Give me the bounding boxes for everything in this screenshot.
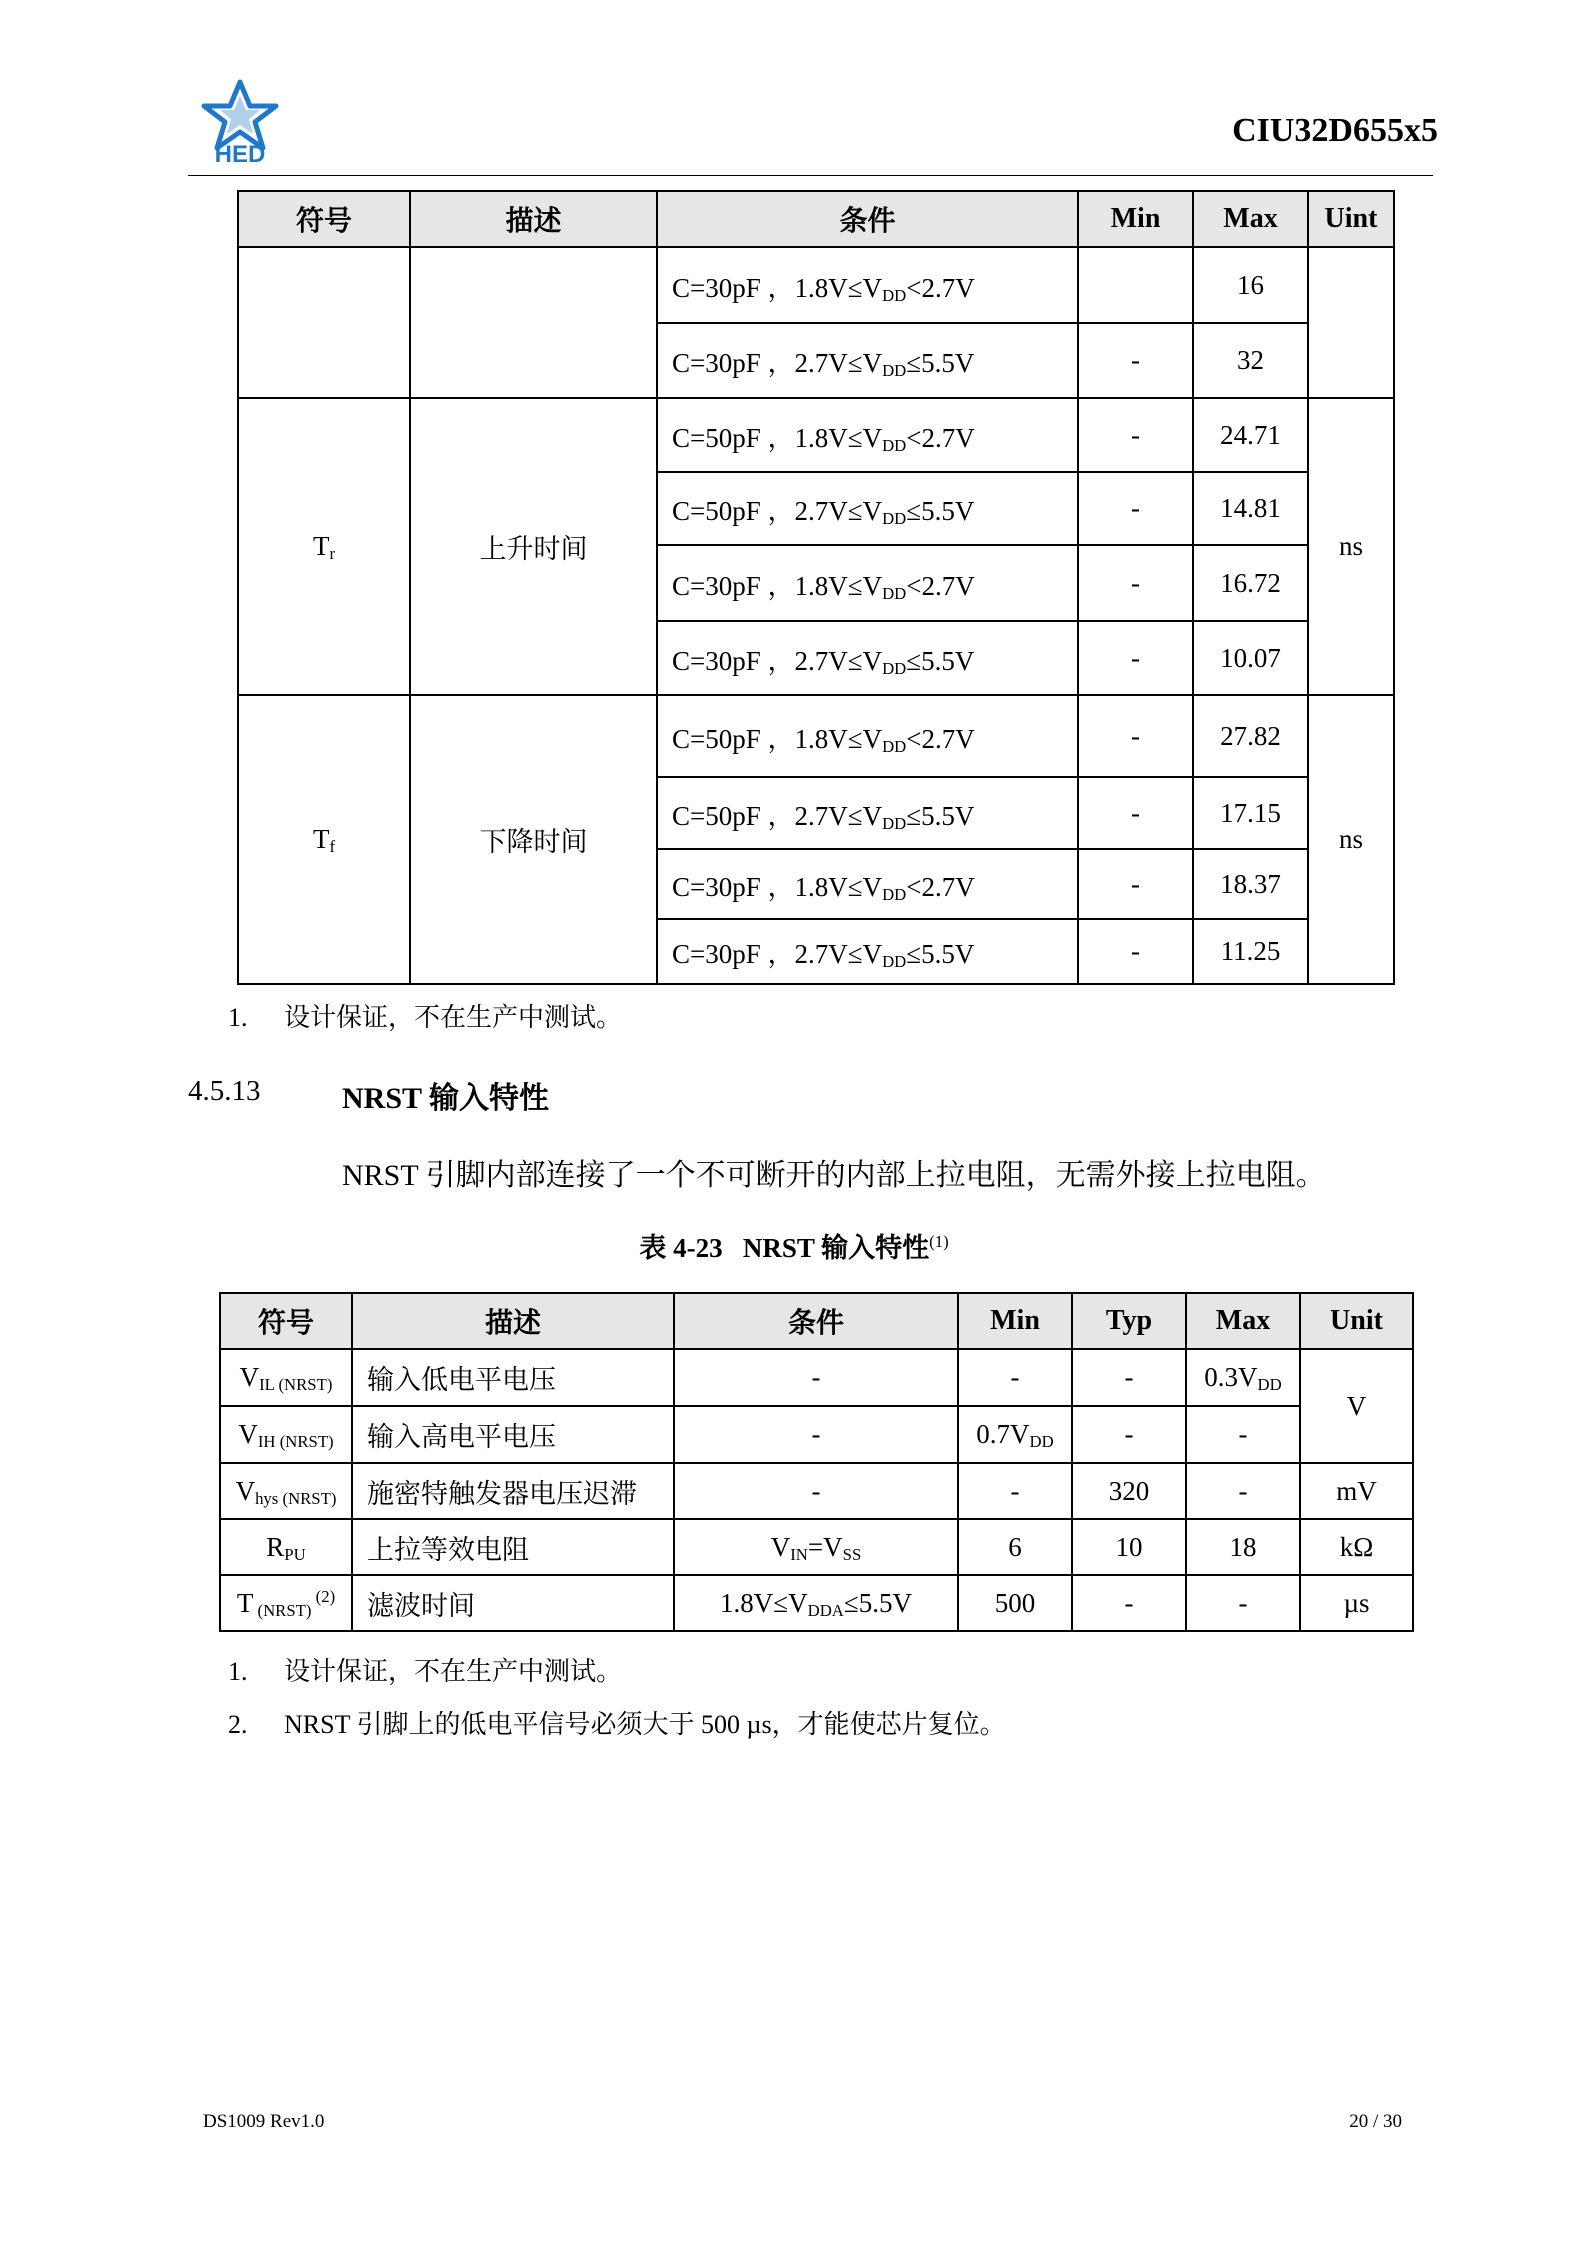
header-cell: 符号 [238, 191, 410, 247]
symbol-cell: T $_{(NRST)}$ $^{(2)}$ [220, 1575, 352, 1631]
symbol-cell: $V_{IL (NRST)}$ [220, 1349, 352, 1406]
section-intro: NRST 引脚内部连接了一个不可断开的内部上拉电阻，无需外接上拉电阻。 [342, 1159, 1326, 1192]
condition-cell: C=50pF ，$1.8V\le V_{DD}<2.7V$ [657, 398, 1078, 472]
symbol-cell: $V_{IH (NRST)}$ [220, 1406, 352, 1463]
output-timing-table [237, 190, 1395, 985]
table2-footnote-1: 1. 设计保证，不在生产中测试。 [228, 1657, 623, 1686]
header-cell: 符号 [220, 1293, 352, 1349]
condition-cell: C=50pF ，$2.7V\le V_{DD}\le 5.5V$ [657, 472, 1078, 545]
document-title: CIU32D655x5 [1232, 112, 1438, 149]
section-title: NRST 输入特性 [342, 1082, 549, 1115]
table-header-row [238, 191, 1394, 247]
min-cell: - [1078, 545, 1193, 621]
max-cell: 18 [1186, 1519, 1300, 1575]
typ-cell: 10 [1072, 1519, 1186, 1575]
max-cell: 24.71 [1193, 398, 1308, 472]
min-cell: - [1078, 919, 1193, 984]
unit-cell: V [1300, 1349, 1413, 1463]
header-cell: 条件 [657, 191, 1078, 247]
typ-cell: 320 [1072, 1463, 1186, 1519]
min-cell: - [1078, 621, 1193, 695]
symbol-tr: $T_r$ [238, 398, 410, 695]
header-cell: 描述 [352, 1293, 674, 1349]
max-cell: - [1186, 1463, 1300, 1519]
max-cell: 16.72 [1193, 545, 1308, 621]
header-cell: Max [1193, 191, 1308, 247]
condition-cell: C=50pF ，$1.8V\le V_{DD}<2.7V$ [657, 695, 1078, 777]
table-header-row [220, 1293, 1413, 1349]
max-cell: 17.15 [1193, 777, 1308, 849]
max-cell: 32 [1193, 323, 1308, 398]
desc-cell: 输入高电平电压 [352, 1406, 674, 1463]
max-cell: - [1186, 1575, 1300, 1631]
table-row [238, 398, 1394, 472]
min-cell: - [958, 1349, 1072, 1406]
desc-cell: 施密特触发器电压迟滞 [352, 1463, 674, 1519]
table-row [220, 1575, 1413, 1631]
typ-cell: - [1072, 1349, 1186, 1406]
max-cell: 18.37 [1193, 849, 1308, 919]
min-cell: - [1078, 323, 1193, 398]
condition-cell: C=30pF ，$1.8V\le V_{DD}<2.7V$ [657, 247, 1078, 323]
header-cell: 描述 [410, 191, 657, 247]
condition-cell: C=30pF ，$1.8V\le V_{DD}<2.7V$ [657, 849, 1078, 919]
max-cell: 11.25 [1193, 919, 1308, 984]
header-cell: Typ [1072, 1293, 1186, 1349]
header-rule [188, 175, 1433, 176]
condition-cell: - [674, 1349, 958, 1406]
unit-cell: ns [1308, 695, 1394, 984]
min-cell: 6 [958, 1519, 1072, 1575]
condition-cell: - [674, 1406, 958, 1463]
condition-cell: C=30pF ，$1.8V\le V_{DD}<2.7V$ [657, 545, 1078, 621]
min-cell: 500 [958, 1575, 1072, 1631]
header-cell: Max [1186, 1293, 1300, 1349]
min-cell: - [1078, 472, 1193, 545]
table1-footnote: 1. 设计保证，不在生产中测试。 [228, 1003, 623, 1032]
condition-cell: $V_{IN}=V_{SS}$ [674, 1519, 958, 1575]
hed-logo [198, 78, 282, 164]
unit-cell: µs [1300, 1575, 1413, 1631]
header-cell: Uint [1308, 191, 1394, 247]
symbol-tf: $T_f$ [238, 695, 410, 984]
symbol-cell-empty [238, 247, 410, 398]
symbol-cell: $R_{PU}$ [220, 1519, 352, 1575]
table-row [238, 695, 1394, 777]
unit-cell: mV [1300, 1463, 1413, 1519]
max-cell: 10.07 [1193, 621, 1308, 695]
condition-cell: $1.8V\le V_{DDA}\le 5.5V$ [674, 1575, 958, 1631]
typ-cell: - [1072, 1575, 1186, 1631]
footer-doc-id: DS1009 Rev1.0 [203, 2111, 325, 2132]
min-cell: $0.7V_{DD}$ [958, 1406, 1072, 1463]
desc-fall-time: 下降时间 [410, 695, 657, 984]
table-row [220, 1463, 1413, 1519]
desc-cell: 滤波时间 [352, 1575, 674, 1631]
table-row [220, 1349, 1413, 1406]
max-cell: 16 [1193, 247, 1308, 323]
unit-cell: ns [1308, 398, 1394, 695]
header-cell: Min [1078, 191, 1193, 247]
header-cell: Unit [1300, 1293, 1413, 1349]
table2-footnote-2: 2. NRST 引脚上的低电平信号必须大于 500 µs，才能使芯片复位。 [228, 1710, 1006, 1739]
max-cell: 14.81 [1193, 472, 1308, 545]
max-cell: $0.3V_{DD}$ [1186, 1349, 1300, 1406]
condition-cell: C=30pF ，$2.7V\le V_{DD}\le 5.5V$ [657, 621, 1078, 695]
condition-cell: C=30pF ，$2.7V\le V_{DD}\le 5.5V$ [657, 919, 1078, 984]
condition-cell: C=30pF ，$2.7V\le V_{DD}\le 5.5V$ [657, 323, 1078, 398]
min-cell: - [958, 1463, 1072, 1519]
desc-cell-empty [410, 247, 657, 398]
table-row [238, 247, 1394, 323]
table-row [220, 1406, 1413, 1463]
logo-text: HED [214, 141, 266, 164]
min-cell: - [1078, 849, 1193, 919]
min-cell: - [1078, 777, 1193, 849]
desc-cell: 上拉等效电阻 [352, 1519, 674, 1575]
table-caption: 表 4-23 NRST 输入特性$^{(1)}$ [639, 1231, 949, 1263]
min-cell [1078, 247, 1193, 323]
min-cell: - [1078, 695, 1193, 777]
condition-cell: C=50pF ，$2.7V\le V_{DD}\le 5.5V$ [657, 777, 1078, 849]
header-cell: Min [958, 1293, 1072, 1349]
section-number: 4.5.13 [188, 1075, 261, 1107]
symbol-cell: $V_{hys (NRST)}$ [220, 1463, 352, 1519]
footer-page-number: 20 / 30 [1349, 2111, 1402, 2132]
max-cell: - [1186, 1406, 1300, 1463]
header-cell: 条件 [674, 1293, 958, 1349]
table-row [220, 1519, 1413, 1575]
desc-rise-time: 上升时间 [410, 398, 657, 695]
typ-cell: - [1072, 1406, 1186, 1463]
min-cell: - [1078, 398, 1193, 472]
unit-cell: kΩ [1300, 1519, 1413, 1575]
desc-cell: 输入低电平电压 [352, 1349, 674, 1406]
nrst-input-table [219, 1292, 1414, 1632]
max-cell: 27.82 [1193, 695, 1308, 777]
condition-cell: - [674, 1463, 958, 1519]
unit-cell-empty [1308, 247, 1394, 398]
